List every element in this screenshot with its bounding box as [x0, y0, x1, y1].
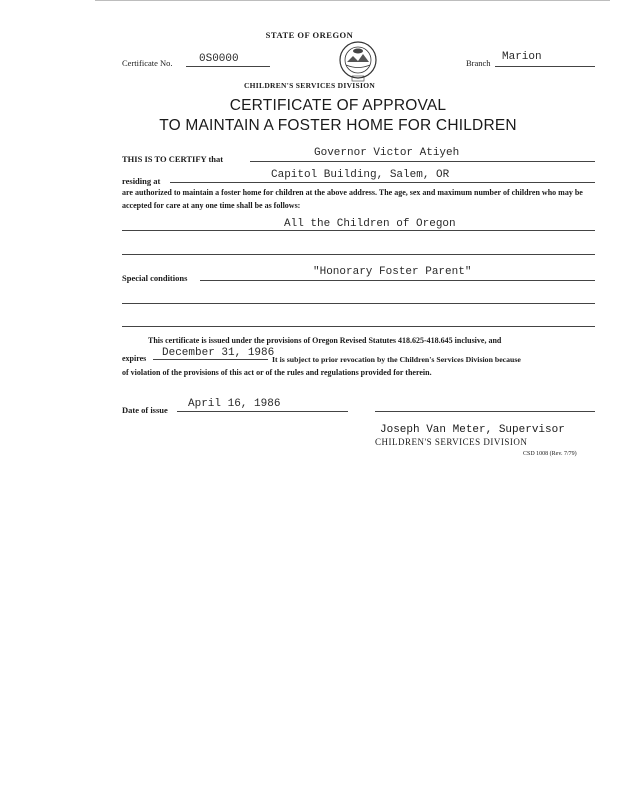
- special-line-3: [122, 326, 595, 327]
- date-of-issue-label: Date of issue: [122, 405, 168, 415]
- provisions-line-2: It is subject to prior revocation by the Children's Services Division because: [272, 355, 521, 364]
- special-line-2: [122, 303, 595, 304]
- residing-line: [170, 182, 595, 183]
- certified-name: Governor Victor Atiyeh: [314, 147, 460, 159]
- certificate-title: CERTIFICATE OF APPROVAL: [229, 97, 447, 114]
- certificate-number-label: Certificate No.: [122, 58, 173, 68]
- children-line-2: [122, 254, 595, 255]
- certify-label: THIS IS TO CERTIFY that: [122, 154, 224, 164]
- oregon-seal-icon: [333, 40, 383, 82]
- residing-address: Capitol Building, Salem, OR: [271, 169, 450, 181]
- provisions-line-3: of violation of the provisions of this act or of the rules and regulations provided for therein.: [122, 368, 432, 377]
- certificate-subtitle: TO MAINTAIN A FOSTER HOME FOR CHILDREN: [159, 117, 517, 134]
- certify-line: [250, 161, 595, 162]
- division-heading: CHILDREN'S SERVICES DIVISION: [243, 81, 376, 90]
- certificate-number-line: [186, 66, 270, 67]
- residing-label: residing at: [122, 176, 161, 186]
- provisions-line-1: This certificate is issued under the provisions of Oregon Revised Statutes 418.625-418.645 inclusive, and: [148, 336, 502, 345]
- children-line-1: [122, 230, 595, 231]
- special-conditions-value: "Honorary Foster Parent": [313, 266, 472, 278]
- special-conditions-line: [200, 280, 595, 281]
- branch-value: Marion: [502, 51, 542, 63]
- authorization-text: are authorized to maintain a foster home for children at the above address. The age, sex and maximum number of children who may be accepted for care at any one time shall be as follows:: [122, 188, 583, 210]
- state-heading: STATE OF OREGON: [265, 30, 354, 40]
- certificate-number-value: 0S0000: [199, 53, 239, 65]
- signatory-division: CHILDREN'S SERVICES DIVISION: [375, 437, 528, 447]
- branch-line: [495, 66, 595, 67]
- special-conditions-label: Special conditions: [122, 273, 188, 283]
- expires-value: December 31, 1986: [162, 347, 275, 359]
- signatory-name: Joseph Van Meter, Supervisor: [380, 424, 565, 436]
- top-edge-line: [95, 0, 610, 1]
- form-code: CSD 1008 (Rev. 7/79): [523, 451, 577, 457]
- branch-label: Branch: [466, 58, 491, 68]
- date-of-issue-line: [177, 411, 348, 412]
- children-allowed-value: All the Children of Oregon: [284, 218, 456, 230]
- expires-label: expires: [122, 354, 147, 363]
- expires-line: [153, 359, 268, 360]
- signature-line: [375, 411, 595, 412]
- date-of-issue-value: April 16, 1986: [188, 398, 281, 410]
